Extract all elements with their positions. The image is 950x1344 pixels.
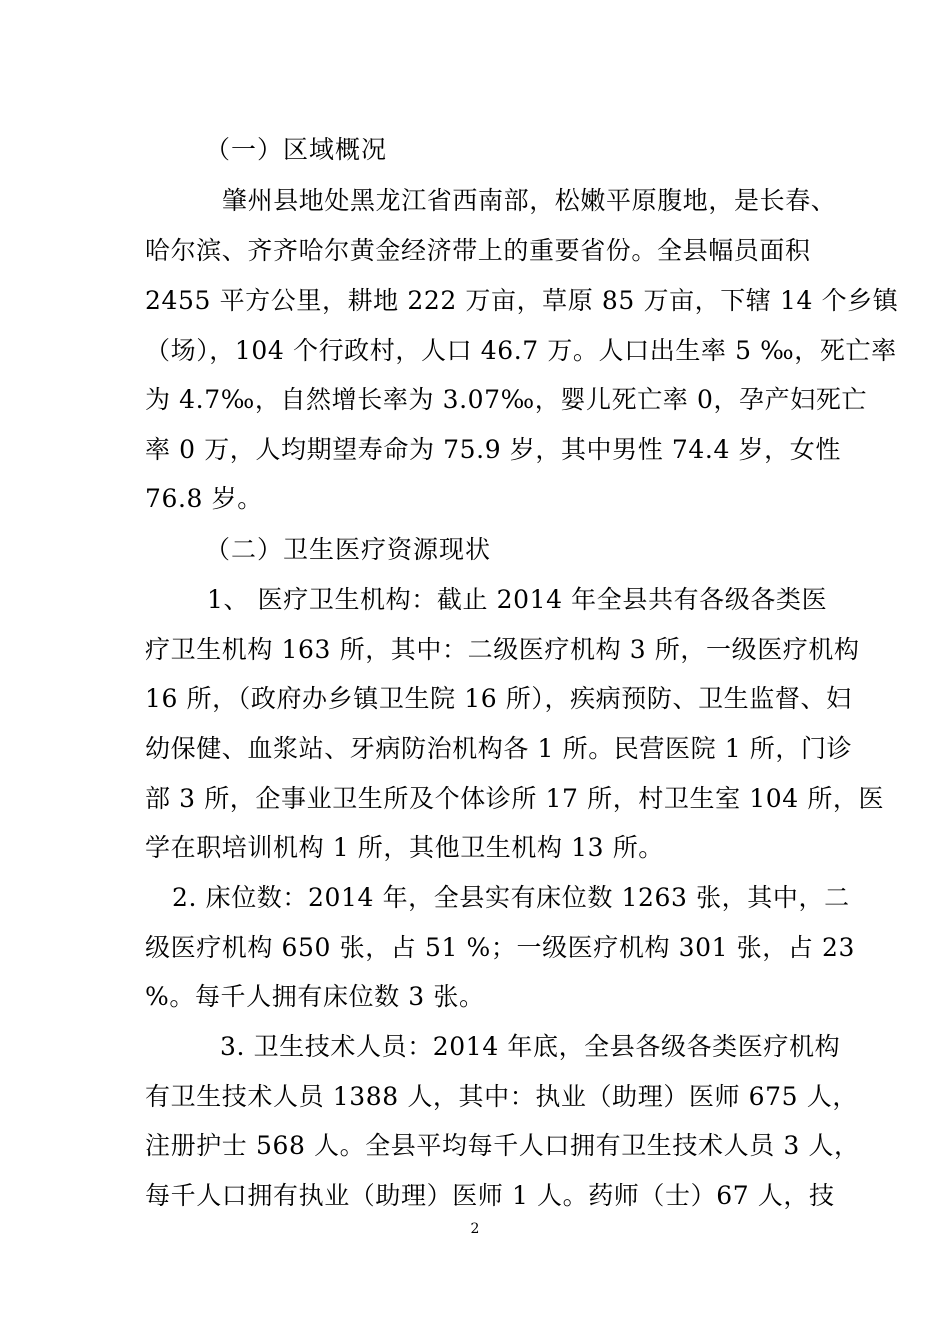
paragraph-line: 2. 床位数：2014 年，全县实有床位数 1263 张，其中，二 bbox=[172, 883, 850, 912]
paragraph-line: 2455 平方公里，耕地 222 万亩，草原 85 万亩，下辖 14 个乡镇 bbox=[145, 286, 899, 315]
paragraph-line: 率 0 万，人均期望寿命为 75.9 岁，其中男性 74.4 岁，女性 bbox=[145, 435, 841, 464]
paragraph-line: 学在职培训机构 1 所，其他卫生机构 13 所。 bbox=[145, 833, 664, 862]
paragraph-line: 级医疗机构 650 张，占 51 %；一级医疗机构 301 张，占 23 bbox=[145, 933, 856, 962]
paragraph-line: 3. 卫生技术人员：2014 年底，全县各级各类医疗机构 bbox=[220, 1032, 841, 1061]
paragraph-line: 肇州县地处黑龙江省西南部，松嫩平原腹地，是长春、 bbox=[222, 186, 837, 215]
paragraph-line: 幼保健、血浆站、牙病防治机构各 1 所。民营医院 1 所，门诊 bbox=[145, 734, 853, 763]
paragraph-line: 注册护士 568 人。全县平均每千人口拥有卫生技术人员 3 人， bbox=[145, 1131, 860, 1160]
paragraph-line: （场），104 个行政村，人口 46.7 万。人口出生率 5 ‰，死亡率 bbox=[145, 336, 897, 365]
paragraph-line: 16 所，（政府办乡镇卫生院 16 所），疾病预防、卫生监督、妇 bbox=[145, 684, 852, 713]
paragraph-line: 每千人口拥有执业（助理）医师 1 人。药师（士）67 人，技 bbox=[145, 1181, 835, 1210]
paragraph-line: 有卫生技术人员 1388 人，其中：执业（助理）医师 675 人， bbox=[145, 1082, 858, 1111]
paragraph-line: 哈尔滨、齐齐哈尔黄金经济带上的重要省份。全县幅员面积 bbox=[145, 236, 811, 265]
paragraph-line: 部 3 所，企事业卫生所及个体诊所 17 所，村卫生室 104 所，医 bbox=[145, 784, 885, 813]
paragraph-line: 76.8 岁。 bbox=[145, 484, 263, 513]
paragraph-line: 1、 医疗卫生机构：截止 2014 年全县共有各级各类医 bbox=[207, 585, 828, 614]
paragraph-line: %。每千人拥有床位数 3 张。 bbox=[145, 982, 485, 1011]
page-number: 2 bbox=[470, 1221, 480, 1237]
section-heading-regional-overview: （一）区域概况 bbox=[205, 135, 388, 164]
section-heading-health-resources: （二）卫生医疗资源现状 bbox=[205, 535, 492, 564]
paragraph-line: 疗卫生机构 163 所，其中：二级医疗机构 3 所，一级医疗机构 bbox=[145, 635, 860, 664]
paragraph-line: 为 4.7‰，自然增长率为 3.07‰，婴儿死亡率 0，孕产妇死亡 bbox=[145, 385, 868, 414]
